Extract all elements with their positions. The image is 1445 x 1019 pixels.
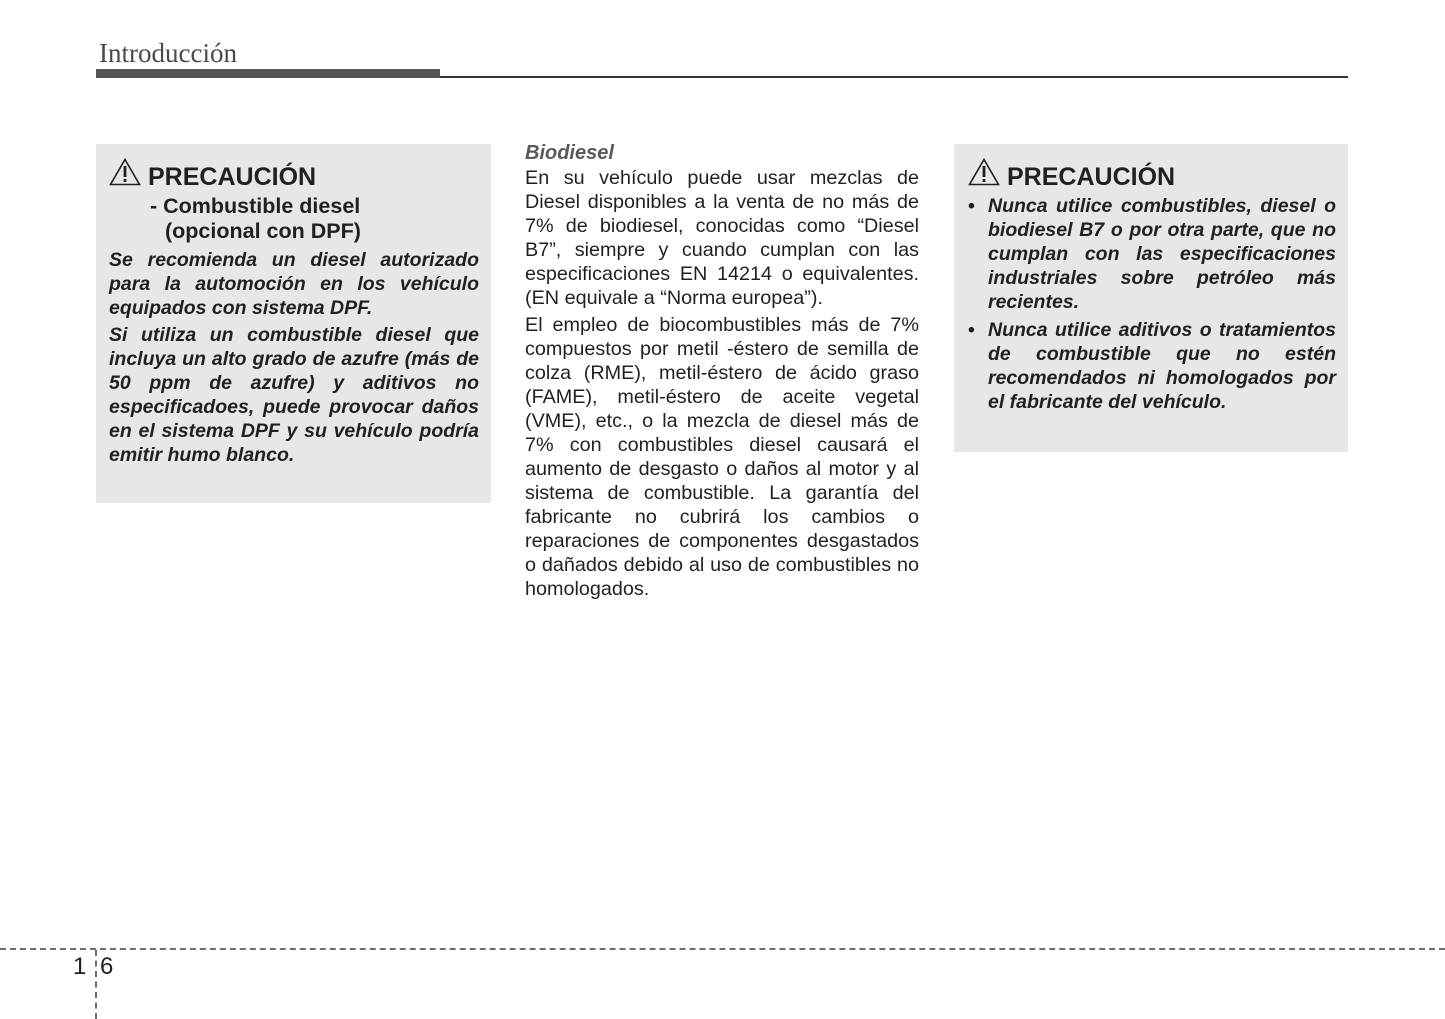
caution-heading [109, 158, 479, 194]
caution-subtitle [109, 194, 479, 244]
caution-subtitle-line-1: - Combustible diesel [150, 194, 361, 218]
body-paragraph: El empleo de biocombustibles más de 7% compuestos por metil -éstero de semilla de colza (RME), metil-éstero de ácido graso (FAME), metil-éstero de aceite vegetal (VME), etc., o la mezcla de diesel más de 7% con combustibles diesel causará el aumento de desgasto o daños al motor y al sistema de combustible. La garantía del fabricante no cubrirá los cambios o reparaciones de componentes desgastados o dañados debido al uso de combustibles no homologados. [525, 314, 919, 600]
caution-title: PRECAUCIÓN [1007, 163, 1176, 191]
warning-triangle-icon [109, 158, 141, 186]
caution-paragraph: Si utiliza un combustible diesel que incluya un alto grado de azufre (más de 50 ppm de azufre) y aditivos no especificadoes, puede provocar daños en el sistema DPF y su vehículo podría emitir humo blanco. [109, 324, 479, 466]
biodiesel-section [525, 140, 919, 604]
warning-triangle-icon [968, 158, 1000, 186]
caution-heading [968, 158, 1336, 194]
caution-title: PRECAUCIÓN [148, 163, 317, 191]
caution-bullet-item: • Nunca utilice combustibles, diesel o biodiesel B7 o por otra parte, que no cumplan con las especificaciones industriales sobre petróleo más recientes. [968, 194, 1336, 314]
caution-bullet-item: • Nunca utilice aditivos o tratamientos de combustible que no estén recomendados ni homologados por el fabricante del vehículo. [968, 318, 1336, 414]
page-header-title: Introducción [99, 38, 237, 68]
caution-subtitle-line-2: (opcional con DPF) [165, 219, 361, 243]
footer-dashed-divider [95, 950, 97, 1019]
header-rule-thick [96, 69, 440, 78]
page-number: 6 [100, 953, 114, 980]
caution-box-diesel-dpf [96, 144, 491, 503]
page-chapter-number: 1 [73, 953, 87, 980]
body-paragraph: En su vehículo puede usar mezclas de Diesel disponibles a la venta de no más de 7% de biodiesel, conocidas como “Diesel B7”, siempre y cuando cumplan con las especificaciones EN 14214 o equivalentes. (EN equivale a “Norma europea”). [525, 167, 919, 309]
caution-box-fuels [954, 144, 1348, 452]
section-title-biodiesel: Biodiesel [525, 142, 614, 164]
caution-paragraph: Se recomienda un diesel autorizado para la automoción en los vehículo equipados con sistema DPF. [109, 249, 479, 319]
footer-dashed-rule [0, 948, 1445, 950]
caution-bullet-list [968, 194, 1336, 414]
header-rule-thin [440, 76, 1348, 78]
